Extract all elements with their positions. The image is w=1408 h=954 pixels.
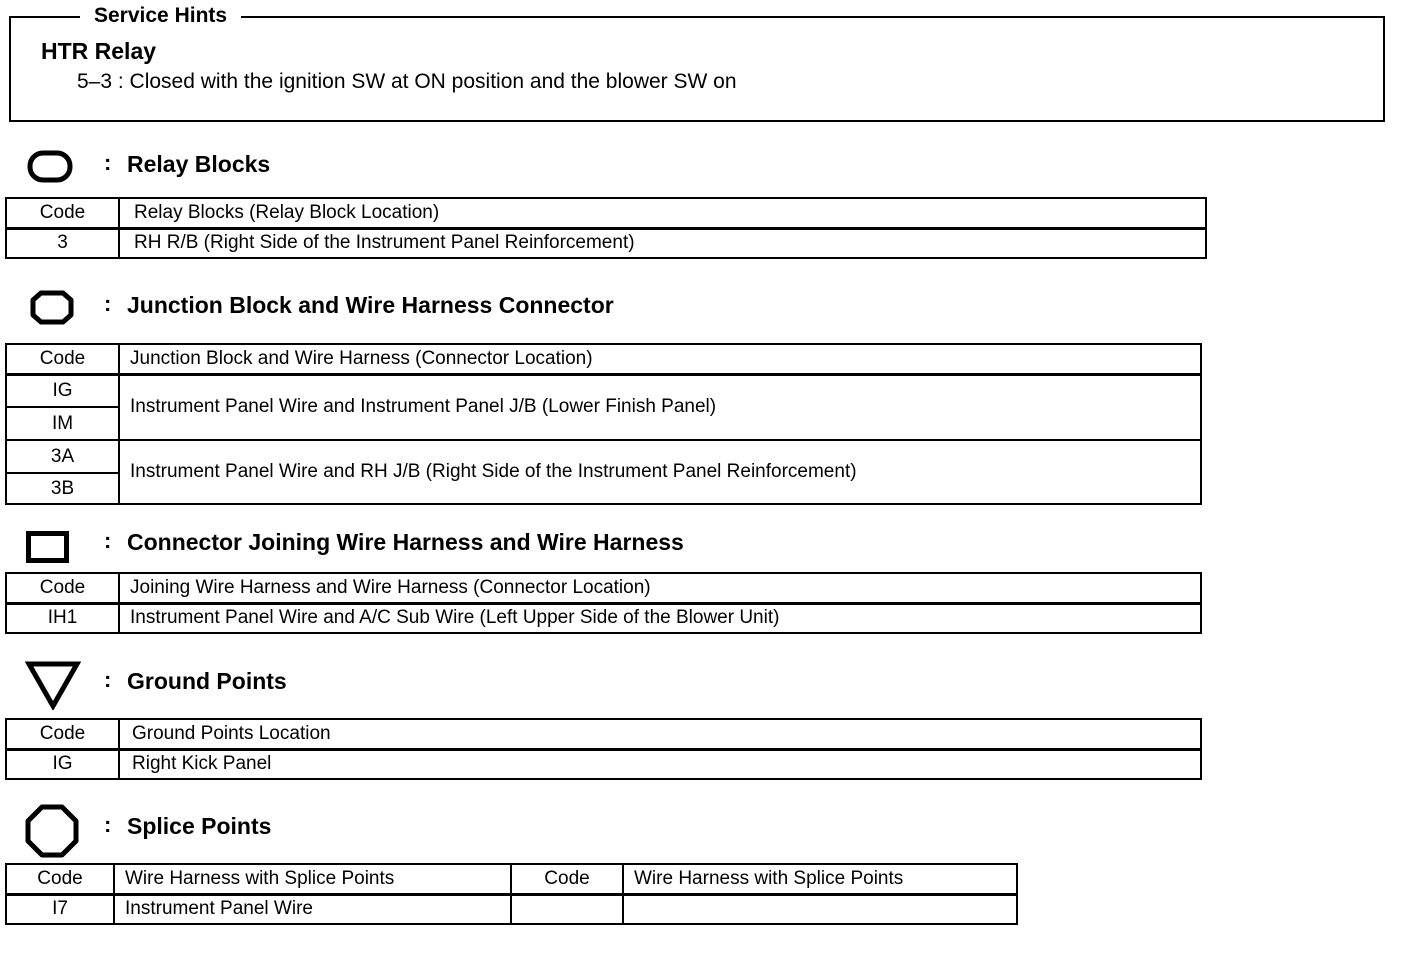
table-row (6, 603, 1201, 633)
splice-table (5, 863, 1018, 925)
row-code: IM (6, 407, 119, 440)
service-hints-line: 5–3 : Closed with the ignition SW at ON position and the blower SW on (77, 70, 737, 93)
row-code: IG (6, 374, 119, 407)
row-desc: RH R/B (Right Side of the Instrument Panel Reinforcement) (119, 228, 1206, 258)
row-desc: Instrument Panel Wire and RH J/B (Right Side of the Instrument Panel Reinforcement) (119, 440, 1201, 504)
splice-title: Splice Points (127, 813, 272, 839)
row-desc-2 (623, 894, 1017, 924)
table-header-code: Code (6, 344, 119, 374)
section-colon: : (104, 528, 112, 553)
ground-table (5, 718, 1202, 780)
row-code: 3B (6, 473, 119, 504)
table-header-code: Code (6, 719, 119, 749)
table-header-desc: Junction Block and Wire Harness (Connector Location) (119, 344, 1201, 374)
connector-title: Connector Joining Wire Harness and Wire Harness (127, 529, 684, 555)
row-code: IH1 (6, 603, 119, 633)
table-header-code: Code (6, 198, 119, 228)
section-colon: : (104, 291, 112, 316)
section-colon: : (104, 667, 112, 692)
row-desc: Instrument Panel Wire and A/C Sub Wire (Left Upper Side of the Blower Unit) (119, 603, 1201, 633)
table-header-desc: Wire Harness with Splice Points (114, 864, 511, 894)
ground-title: Ground Points (127, 668, 287, 694)
service-hints-title: Service Hints (80, 3, 241, 29)
down-triangle-icon (25, 660, 81, 710)
relay-blocks-title: Relay Blocks (127, 151, 271, 177)
section-colon: : (104, 150, 112, 175)
connector-table (5, 572, 1202, 634)
row-code-2 (511, 894, 623, 924)
row-code: 3 (6, 228, 119, 258)
service-hints-box (9, 16, 1385, 122)
row-desc: Instrument Panel Wire (114, 894, 511, 924)
row-code: IG (6, 749, 119, 779)
octagon-rectangle-icon (29, 290, 75, 326)
table-header-desc-2: Wire Harness with Splice Points (623, 864, 1017, 894)
relay-blocks-table (5, 197, 1207, 259)
table-header-desc: Joining Wire Harness and Wire Harness (Connector Location) (119, 573, 1201, 603)
table-row (6, 894, 1017, 924)
table-header-code: Code (6, 573, 119, 603)
square-rectangle-icon (26, 531, 70, 565)
table-row (6, 374, 1201, 407)
table-header-code-2: Code (511, 864, 623, 894)
section-colon: : (104, 812, 112, 837)
table-row (6, 749, 1201, 779)
rounded-rectangle-icon (27, 150, 73, 184)
service-hints-subtitle: HTR Relay (41, 38, 157, 64)
junction-table (5, 343, 1202, 505)
table-header-desc: Ground Points Location (119, 719, 1201, 749)
table-header-code: Code (6, 864, 114, 894)
octagon-icon (25, 804, 79, 858)
row-code: I7 (6, 894, 114, 924)
table-header-desc: Relay Blocks (Relay Block Location) (119, 198, 1206, 228)
junction-title: Junction Block and Wire Harness Connector (127, 292, 614, 318)
row-code: 3A (6, 440, 119, 473)
row-desc: Right Kick Panel (119, 749, 1201, 779)
row-desc: Instrument Panel Wire and Instrument Panel J/B (Lower Finish Panel) (119, 374, 1201, 440)
table-row (6, 440, 1201, 473)
table-row (6, 228, 1206, 258)
